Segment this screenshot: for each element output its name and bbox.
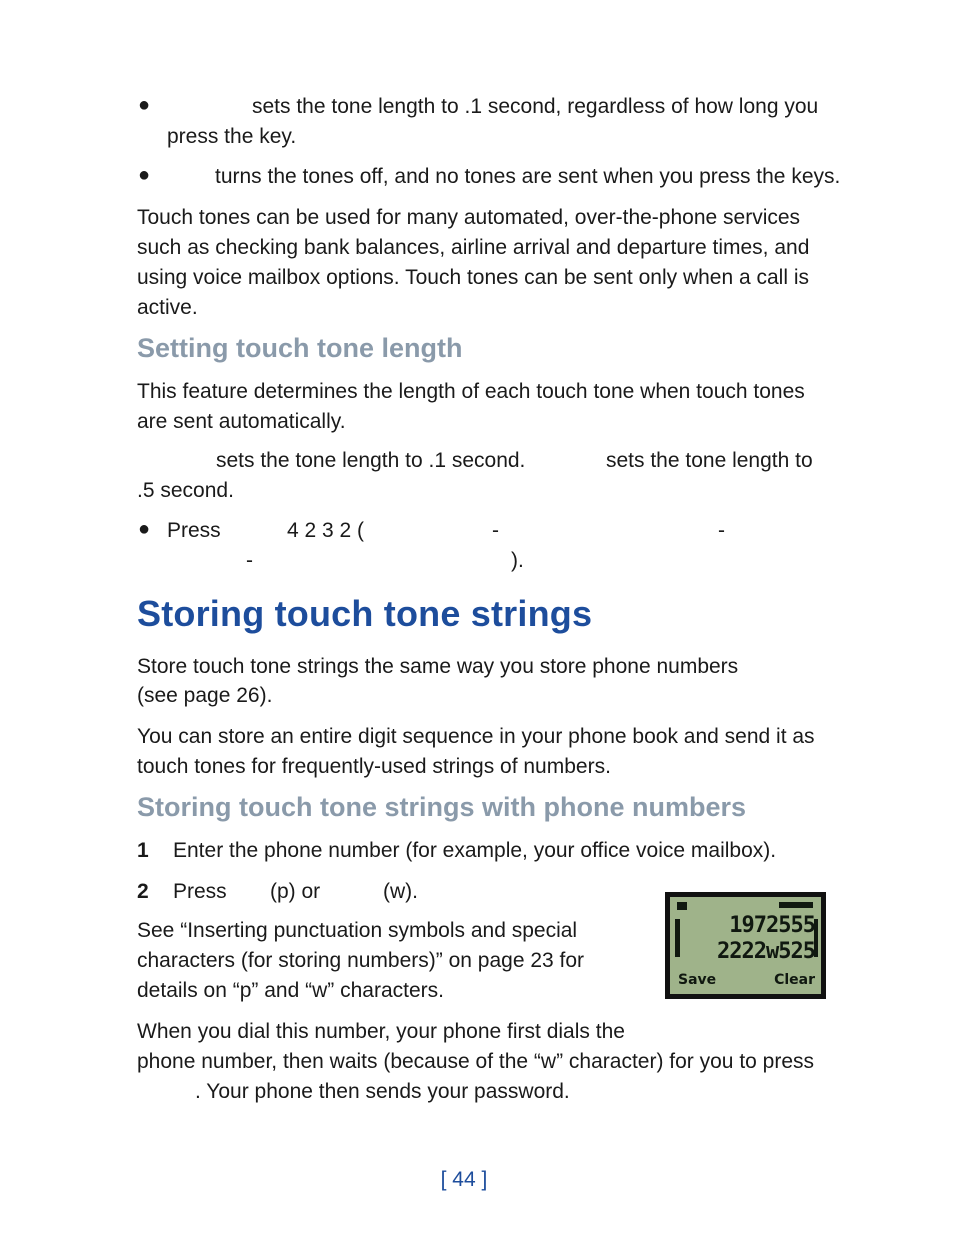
dial-para-line: . Your phone then sends your password.: [195, 1080, 570, 1103]
step-1-text: Enter the phone number (for example, your office voice mailbox).: [173, 839, 777, 862]
signal-strength-bar: [675, 919, 680, 957]
status-bar: [674, 900, 817, 910]
subheading-with-phone-numbers: Storing touch tone strings with phone numbers: [137, 792, 746, 822]
intro-line: Touch tones can be used for many automated, over-the-phone services: [137, 206, 801, 229]
clock-icon: [779, 902, 813, 908]
intro-line: active.: [137, 296, 198, 319]
intro-line: such as checking bank balances, airline arrival and departure times, and: [137, 236, 810, 259]
section1-para2-c: .5 second.: [137, 479, 234, 502]
softkey-clear: Clear: [774, 972, 815, 988]
section1-para2-a: sets the tone length to .1 second.: [216, 449, 526, 472]
bullet-dot: ●: [138, 94, 151, 116]
page-number: [ 44 ]: [440, 1168, 488, 1191]
see-para-line: details on “p” and “w” characters.: [137, 979, 444, 1002]
dial-para-line: When you dial this number, your phone first dials the: [137, 1020, 625, 1043]
bullet-1-line2: press the key.: [167, 125, 297, 148]
section1-para1-line: This feature determines the length of each touch tone when touch tones: [137, 380, 805, 403]
phone-screen-illustration: [665, 892, 826, 999]
press-dash: -: [492, 519, 499, 542]
section1-para2-b: sets the tone length to: [606, 449, 813, 472]
bullet-dot: ●: [138, 518, 151, 540]
step-number: 1: [137, 839, 149, 862]
press-close: ).: [511, 549, 524, 572]
step-2-w: (w).: [383, 880, 418, 903]
phone-lcd: [670, 897, 821, 994]
press-dash: -: [246, 549, 253, 572]
press-keys: 4 2 3 2 (: [287, 519, 365, 542]
step-number: 2: [137, 880, 149, 903]
signal-icon: [677, 902, 687, 910]
section2-para1-line: Store touch tone strings the same way you store phone numbers: [137, 655, 739, 678]
page-title-storing-touch-tone-strings: Storing touch tone strings: [137, 593, 593, 634]
softkey-save: Save: [678, 972, 717, 988]
see-para-line: See “Inserting punctuation symbols and special: [137, 919, 578, 942]
bullet-1-line1: sets the tone length to .1 second, regardless of how long you: [252, 95, 819, 118]
bullet-dot: ●: [138, 164, 151, 186]
section1-para1-line: are sent automatically.: [137, 410, 346, 433]
intro-line: using voice mailbox options. Touch tones can be sent only when a call is: [137, 266, 810, 289]
section2-para2-line: You can store an entire digit sequence in your phone book and send it as: [137, 725, 815, 748]
press-label: Press: [167, 519, 221, 542]
step-2-p: (p) or: [270, 880, 321, 903]
section2-para2-line: touch tones for frequently-used strings of numbers.: [137, 755, 611, 778]
dial-para-line: phone number, then waits (because of the “w” character) for you to press: [137, 1050, 815, 1073]
section2-para1-line: (see page 26).: [137, 684, 273, 707]
lcd-number-line1: 1972555: [729, 913, 815, 938]
press-dash: -: [718, 519, 725, 542]
section-heading-touch-tone-length: Setting touch tone length: [137, 333, 463, 363]
bullet-2-line1: turns the tones off, and no tones are sent when you press the keys.: [215, 165, 841, 188]
see-para-line: characters (for storing numbers)” on page 23 for: [137, 949, 585, 972]
step-2-press: Press: [173, 880, 227, 903]
lcd-number-line2: 2222w525: [717, 939, 815, 964]
